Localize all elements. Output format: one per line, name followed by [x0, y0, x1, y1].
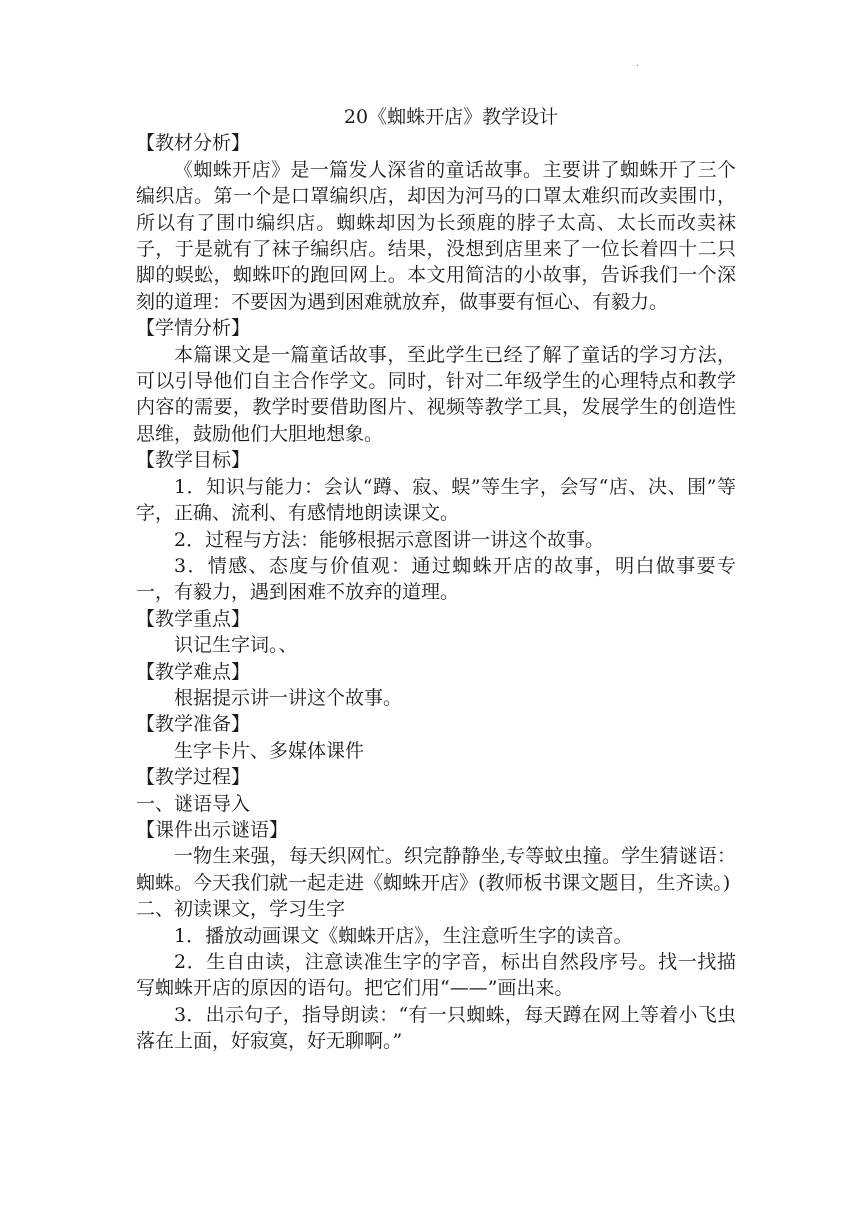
step-subheading-riddle: 【课件出示谜语】	[136, 818, 289, 841]
header-mark: .	[636, 58, 639, 69]
section-heading-student-analysis: 【学情分析】	[136, 317, 251, 340]
paragraph: 识记生字词。、	[174, 634, 298, 657]
section-heading-teaching-process: 【教学过程】	[136, 766, 251, 789]
paragraph: 本篇课文是一篇童话故事，至此学生已经了解了童话的学习方法，可以引导他们自主合作学文。同时，针对二年级学生的心理特点和教学内容的需要，教学时要借助图片、视频等教学工具，发展学生的创造性思维，鼓励他们大胆地想象。	[136, 343, 736, 445]
paragraph: 1．知识与能力：会认“蹲、寂、蜈”等生字，会写“店、决、围”等字，正确、流利、有感情地朗读课文。	[136, 475, 736, 525]
paragraph: 3．出示句子，指导朗读：“有一只蜘蛛，每天蹲在网上等着小飞虫落在上面，好寂寞，好无聊啊。”	[136, 1003, 736, 1053]
paragraph: 根据提示讲一讲这个故事。	[174, 686, 403, 709]
document-page	[136, 104, 736, 1055]
paragraph: 1．播放动画课文《蜘蛛开店》，生注意听生字的读音。	[174, 924, 633, 947]
section-heading-teaching-goals: 【教学目标】	[136, 449, 251, 472]
step-title-first-reading: 二、初读课文，学习生字	[136, 898, 346, 921]
paragraph: 2．生自由读，注意读准生字的字音，标出自然段序号。找一找描写蜘蛛开店的原因的语句。把它们用“——”画出来。	[136, 951, 736, 1000]
paragraph: 3．情感、态度与价值观：通过蜘蛛开店的故事，明白做事要专一，有毅力，遇到困难不放弃的道理。	[136, 554, 736, 604]
section-heading-difficulties: 【教学难点】	[136, 660, 251, 683]
section-heading-preparation: 【教学准备】	[136, 713, 251, 736]
paragraph: 一物生来强，每天织网忙。织完静静坐,专等蚊虫撞。学生猜谜语：蜘蛛。今天我们就一起走进《蜘蛛开店》(教师板书课文题目，生齐读。)	[136, 845, 736, 894]
paragraph: 2．过程与方法：能够根据示意图讲一讲这个故事。	[174, 528, 605, 551]
paragraph: 《蜘蛛开店》是一篇发人深省的童话故事。主要讲了蜘蛛开了三个编织店。第一个是口罩编织店，却因为河马的口罩太难织而改卖围巾，所以有了围巾编织店。蜘蛛却因为长颈鹿的脖子太高、太长而改卖袜子，于是就有了袜子编织店。结果，没想到店里来了一位长着四十二只脚的蜈蚣，蜘蛛吓的跑回网上。本文用简洁的小故事，告诉我们一个深刻的道理：不要因为遇到困难就放弃，做事要有恒心、有毅力。	[136, 158, 736, 313]
paragraph: 生字卡片、多媒体课件	[174, 739, 365, 762]
step-title-riddle: 一、谜语导入	[136, 792, 251, 815]
section-heading-textbook-analysis: 【教材分析】	[136, 132, 251, 155]
document-title: 20《蜘蛛开店》教学设计	[343, 106, 559, 128]
section-heading-key-points: 【教学重点】	[136, 607, 251, 630]
